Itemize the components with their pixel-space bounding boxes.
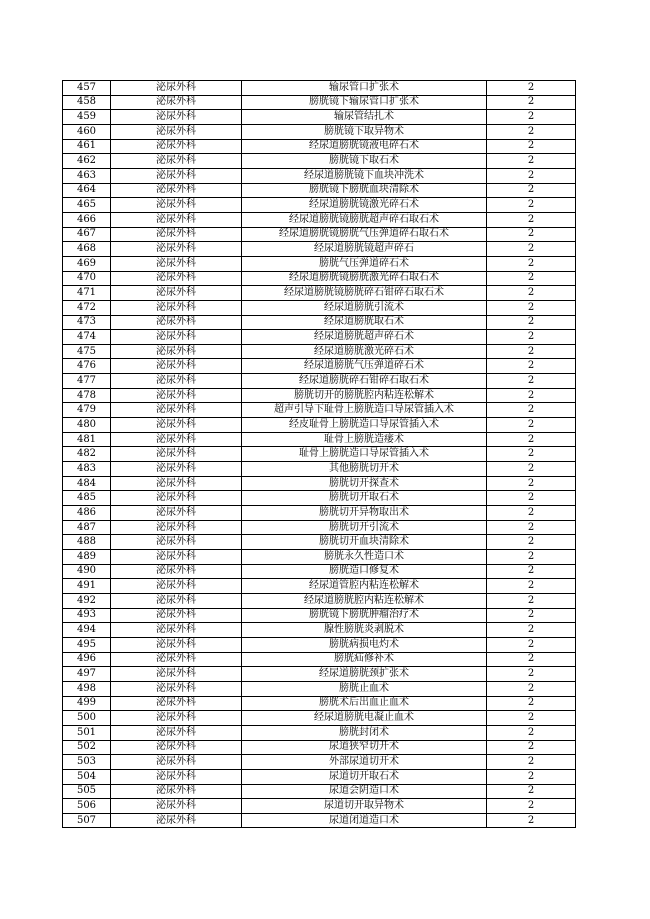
department-cell: 泌尿外科 — [111, 271, 242, 286]
department-cell: 泌尿外科 — [111, 388, 242, 403]
row-number-cell: 499 — [63, 696, 111, 711]
grade-cell: 2 — [487, 784, 576, 799]
department-cell: 泌尿外科 — [111, 198, 242, 213]
grade-cell: 2 — [487, 681, 576, 696]
procedure-table-body — [63, 81, 576, 828]
row-number-cell: 472 — [63, 300, 111, 315]
table-row — [63, 769, 576, 784]
grade-cell: 2 — [487, 432, 576, 447]
department-cell: 泌尿外科 — [111, 183, 242, 198]
procedure-name-cell: 经尿道膀胱镜液电碎石术 — [242, 139, 487, 154]
procedure-name-cell: 经尿道膀胱引流术 — [242, 300, 487, 315]
table-row — [63, 256, 576, 271]
department-cell: 泌尿外科 — [111, 256, 242, 271]
department-cell: 泌尿外科 — [111, 711, 242, 726]
procedure-name-cell: 膀胱切开取石术 — [242, 491, 487, 506]
table-row — [63, 520, 576, 535]
procedure-name-cell: 尿道会阴造口术 — [242, 784, 487, 799]
row-number-cell: 489 — [63, 550, 111, 565]
table-row — [63, 242, 576, 257]
row-number-cell: 494 — [63, 623, 111, 638]
department-cell: 泌尿外科 — [111, 81, 242, 96]
procedure-name-cell: 膀胱气压弹道碎石术 — [242, 256, 487, 271]
department-cell: 泌尿外科 — [111, 637, 242, 652]
department-cell: 泌尿外科 — [111, 242, 242, 257]
grade-cell: 2 — [487, 403, 576, 418]
procedure-name-cell: 膀胱封闭术 — [242, 725, 487, 740]
row-number-cell: 457 — [63, 81, 111, 96]
grade-cell: 2 — [487, 110, 576, 125]
row-number-cell: 470 — [63, 271, 111, 286]
grade-cell: 2 — [487, 535, 576, 550]
row-number-cell: 464 — [63, 183, 111, 198]
grade-cell: 2 — [487, 95, 576, 110]
procedure-name-cell: 经尿道膀胱气压弹道碎石术 — [242, 359, 487, 374]
procedure-name-cell: 膀胱切开血块清除术 — [242, 535, 487, 550]
grade-cell: 2 — [487, 315, 576, 330]
grade-cell: 2 — [487, 755, 576, 770]
procedure-name-cell: 膀胱镜下输尿管口扩张术 — [242, 95, 487, 110]
grade-cell: 2 — [487, 168, 576, 183]
table-row — [63, 124, 576, 139]
procedure-name-cell: 经尿道膀胱镜膀胱激光碎石取石术 — [242, 271, 487, 286]
grade-cell: 2 — [487, 330, 576, 345]
table-row — [63, 813, 576, 828]
department-cell: 泌尿外科 — [111, 124, 242, 139]
table-row — [63, 300, 576, 315]
row-number-cell: 469 — [63, 256, 111, 271]
department-cell: 泌尿外科 — [111, 212, 242, 227]
row-number-cell: 490 — [63, 564, 111, 579]
grade-cell: 2 — [487, 593, 576, 608]
procedure-name-cell: 经皮耻骨上膀胱造口导尿管插入术 — [242, 418, 487, 433]
table-row — [63, 183, 576, 198]
table-row — [63, 462, 576, 477]
row-number-cell: 492 — [63, 593, 111, 608]
department-cell: 泌尿外科 — [111, 681, 242, 696]
department-cell: 泌尿外科 — [111, 652, 242, 667]
grade-cell: 2 — [487, 667, 576, 682]
row-number-cell: 482 — [63, 447, 111, 462]
department-cell: 泌尿外科 — [111, 740, 242, 755]
row-number-cell: 504 — [63, 769, 111, 784]
grade-cell: 2 — [487, 81, 576, 96]
department-cell: 泌尿外科 — [111, 359, 242, 374]
row-number-cell: 475 — [63, 344, 111, 359]
row-number-cell: 502 — [63, 740, 111, 755]
department-cell: 泌尿外科 — [111, 139, 242, 154]
table-row — [63, 432, 576, 447]
grade-cell: 2 — [487, 359, 576, 374]
procedure-name-cell: 膀胱切开异物取出术 — [242, 506, 487, 521]
row-number-cell: 503 — [63, 755, 111, 770]
grade-cell: 2 — [487, 579, 576, 594]
grade-cell: 2 — [487, 286, 576, 301]
department-cell: 泌尿外科 — [111, 725, 242, 740]
row-number-cell: 467 — [63, 227, 111, 242]
row-number-cell: 507 — [63, 813, 111, 828]
table-row — [63, 799, 576, 814]
procedure-name-cell: 膀胱切开的膀胱腔内粘连松解术 — [242, 388, 487, 403]
grade-cell: 2 — [487, 447, 576, 462]
row-number-cell: 495 — [63, 637, 111, 652]
department-cell: 泌尿外科 — [111, 374, 242, 389]
table-row — [63, 271, 576, 286]
grade-cell: 2 — [487, 300, 576, 315]
department-cell: 泌尿外科 — [111, 447, 242, 462]
procedure-name-cell: 经尿道膀胱颈扩张术 — [242, 667, 487, 682]
row-number-cell: 486 — [63, 506, 111, 521]
row-number-cell: 496 — [63, 652, 111, 667]
grade-cell: 2 — [487, 212, 576, 227]
table-row — [63, 755, 576, 770]
grade-cell: 2 — [487, 799, 576, 814]
table-row — [63, 667, 576, 682]
table-row — [63, 623, 576, 638]
table-row — [63, 403, 576, 418]
procedure-name-cell: 膀胱镜下取石术 — [242, 154, 487, 169]
procedure-name-cell: 经尿道管腔内粘连松解术 — [242, 579, 487, 594]
procedure-name-cell: 尿道狭窄切开术 — [242, 740, 487, 755]
department-cell: 泌尿外科 — [111, 227, 242, 242]
department-cell: 泌尿外科 — [111, 491, 242, 506]
department-cell: 泌尿外科 — [111, 506, 242, 521]
table-row — [63, 696, 576, 711]
row-number-cell: 488 — [63, 535, 111, 550]
row-number-cell: 460 — [63, 124, 111, 139]
table-row — [63, 168, 576, 183]
grade-cell: 2 — [487, 506, 576, 521]
table-row — [63, 725, 576, 740]
grade-cell: 2 — [487, 374, 576, 389]
table-row — [63, 550, 576, 565]
row-number-cell: 461 — [63, 139, 111, 154]
department-cell: 泌尿外科 — [111, 593, 242, 608]
table-row — [63, 784, 576, 799]
table-row — [63, 652, 576, 667]
table-row — [63, 579, 576, 594]
grade-cell: 2 — [487, 271, 576, 286]
grade-cell: 2 — [487, 462, 576, 477]
row-number-cell: 468 — [63, 242, 111, 257]
table-row — [63, 330, 576, 345]
grade-cell: 2 — [487, 198, 576, 213]
grade-cell: 2 — [487, 623, 576, 638]
department-cell: 泌尿外科 — [111, 286, 242, 301]
table-row — [63, 418, 576, 433]
grade-cell: 2 — [487, 813, 576, 828]
department-cell: 泌尿外科 — [111, 769, 242, 784]
procedure-name-cell: 尿道切开取异物术 — [242, 799, 487, 814]
procedure-name-cell: 膀胱疝修补术 — [242, 652, 487, 667]
procedure-name-cell: 经尿道膀胱超声碎石术 — [242, 330, 487, 345]
grade-cell: 2 — [487, 550, 576, 565]
department-cell: 泌尿外科 — [111, 418, 242, 433]
table-row — [63, 506, 576, 521]
row-number-cell: 506 — [63, 799, 111, 814]
procedure-name-cell: 经尿道膀胱激光碎石术 — [242, 344, 487, 359]
procedure-name-cell: 膀胱镜下膀胱肿瘤治疗术 — [242, 608, 487, 623]
grade-cell: 2 — [487, 652, 576, 667]
procedure-name-cell: 膀胱镜下取异物术 — [242, 124, 487, 139]
table-row — [63, 535, 576, 550]
row-number-cell: 485 — [63, 491, 111, 506]
procedure-name-cell: 其他膀胱切开术 — [242, 462, 487, 477]
department-cell: 泌尿外科 — [111, 564, 242, 579]
grade-cell: 2 — [487, 711, 576, 726]
grade-cell: 2 — [487, 388, 576, 403]
procedure-name-cell: 耻骨上膀胱造瘘术 — [242, 432, 487, 447]
table-row — [63, 81, 576, 96]
procedure-name-cell: 经尿道膀胱镜激光碎石术 — [242, 198, 487, 213]
grade-cell: 2 — [487, 344, 576, 359]
table-row — [63, 154, 576, 169]
table-row — [63, 227, 576, 242]
table-row — [63, 564, 576, 579]
row-number-cell: 462 — [63, 154, 111, 169]
procedure-name-cell: 外部尿道切开术 — [242, 755, 487, 770]
table-row — [63, 198, 576, 213]
table-row — [63, 212, 576, 227]
department-cell: 泌尿外科 — [111, 330, 242, 345]
table-row — [63, 139, 576, 154]
department-cell: 泌尿外科 — [111, 403, 242, 418]
procedure-name-cell: 经尿道膀胱镜下血块冲洗术 — [242, 168, 487, 183]
procedure-name-cell: 经尿道膀胱镜膀胱气压弹道碎石取石术 — [242, 227, 487, 242]
row-number-cell: 487 — [63, 520, 111, 535]
row-number-cell: 465 — [63, 198, 111, 213]
row-number-cell: 458 — [63, 95, 111, 110]
department-cell: 泌尿外科 — [111, 432, 242, 447]
row-number-cell: 505 — [63, 784, 111, 799]
grade-cell: 2 — [487, 740, 576, 755]
department-cell: 泌尿外科 — [111, 608, 242, 623]
grade-cell: 2 — [487, 227, 576, 242]
procedure-name-cell: 经尿道膀胱镜膀胱碎石钳碎石取石术 — [242, 286, 487, 301]
grade-cell: 2 — [487, 476, 576, 491]
procedure-name-cell: 输尿管结扎术 — [242, 110, 487, 125]
row-number-cell: 500 — [63, 711, 111, 726]
grade-cell: 2 — [487, 608, 576, 623]
table-row — [63, 315, 576, 330]
table-row — [63, 491, 576, 506]
department-cell: 泌尿外科 — [111, 696, 242, 711]
grade-cell: 2 — [487, 769, 576, 784]
row-number-cell: 498 — [63, 681, 111, 696]
department-cell: 泌尿外科 — [111, 535, 242, 550]
table-row — [63, 359, 576, 374]
department-cell: 泌尿外科 — [111, 168, 242, 183]
table-row — [63, 286, 576, 301]
table-row — [63, 711, 576, 726]
table-row — [63, 344, 576, 359]
grade-cell: 2 — [487, 256, 576, 271]
grade-cell: 2 — [487, 696, 576, 711]
row-number-cell: 474 — [63, 330, 111, 345]
grade-cell: 2 — [487, 154, 576, 169]
grade-cell: 2 — [487, 124, 576, 139]
procedure-name-cell: 腺性膀胱炎剥脱术 — [242, 623, 487, 638]
grade-cell: 2 — [487, 491, 576, 506]
procedure-name-cell: 经尿道膀胱取石术 — [242, 315, 487, 330]
department-cell: 泌尿外科 — [111, 462, 242, 477]
procedure-name-cell: 膀胱造口修复术 — [242, 564, 487, 579]
table-row — [63, 476, 576, 491]
procedure-name-cell: 膀胱切开探查术 — [242, 476, 487, 491]
grade-cell: 2 — [487, 637, 576, 652]
row-number-cell: 497 — [63, 667, 111, 682]
department-cell: 泌尿外科 — [111, 520, 242, 535]
grade-cell: 2 — [487, 418, 576, 433]
row-number-cell: 476 — [63, 359, 111, 374]
row-number-cell: 483 — [63, 462, 111, 477]
procedure-name-cell: 输尿管口扩张术 — [242, 81, 487, 96]
row-number-cell: 493 — [63, 608, 111, 623]
table-row — [63, 593, 576, 608]
procedure-name-cell: 尿道闭道造口术 — [242, 813, 487, 828]
procedure-name-cell: 经尿道膀胱腔内粘连松解术 — [242, 593, 487, 608]
department-cell: 泌尿外科 — [111, 579, 242, 594]
grade-cell: 2 — [487, 139, 576, 154]
table-row — [63, 637, 576, 652]
procedure-name-cell: 膀胱切开引流术 — [242, 520, 487, 535]
department-cell: 泌尿外科 — [111, 799, 242, 814]
row-number-cell: 501 — [63, 725, 111, 740]
department-cell: 泌尿外科 — [111, 755, 242, 770]
row-number-cell: 463 — [63, 168, 111, 183]
department-cell: 泌尿外科 — [111, 315, 242, 330]
department-cell: 泌尿外科 — [111, 154, 242, 169]
row-number-cell: 459 — [63, 110, 111, 125]
grade-cell: 2 — [487, 725, 576, 740]
procedure-name-cell: 经尿道膀胱镜超声碎石 — [242, 242, 487, 257]
department-cell: 泌尿外科 — [111, 110, 242, 125]
procedure-name-cell: 经尿道膀胱电凝止血术 — [242, 711, 487, 726]
department-cell: 泌尿外科 — [111, 95, 242, 110]
department-cell: 泌尿外科 — [111, 667, 242, 682]
row-number-cell: 491 — [63, 579, 111, 594]
table-row — [63, 374, 576, 389]
procedure-name-cell: 膀胱镜下膀胱血块清除术 — [242, 183, 487, 198]
table-row — [63, 447, 576, 462]
grade-cell: 2 — [487, 520, 576, 535]
row-number-cell: 471 — [63, 286, 111, 301]
table-row — [63, 740, 576, 755]
department-cell: 泌尿外科 — [111, 784, 242, 799]
procedure-name-cell: 超声引导下耻骨上膀胱造口导尿管插入术 — [242, 403, 487, 418]
table-row — [63, 110, 576, 125]
procedure-name-cell: 耻骨上膀胱造口导尿管插入术 — [242, 447, 487, 462]
table-row — [63, 608, 576, 623]
department-cell: 泌尿外科 — [111, 813, 242, 828]
row-number-cell: 481 — [63, 432, 111, 447]
procedure-name-cell: 膀胱术后出血止血术 — [242, 696, 487, 711]
row-number-cell: 477 — [63, 374, 111, 389]
department-cell: 泌尿外科 — [111, 550, 242, 565]
department-cell: 泌尿外科 — [111, 344, 242, 359]
procedure-name-cell: 膀胱病损电灼术 — [242, 637, 487, 652]
procedure-name-cell: 膀胱永久性造口术 — [242, 550, 487, 565]
grade-cell: 2 — [487, 242, 576, 257]
row-number-cell: 479 — [63, 403, 111, 418]
grade-cell: 2 — [487, 564, 576, 579]
department-cell: 泌尿外科 — [111, 300, 242, 315]
row-number-cell: 478 — [63, 388, 111, 403]
grade-cell: 2 — [487, 183, 576, 198]
table-row — [63, 681, 576, 696]
table-row — [63, 95, 576, 110]
row-number-cell: 473 — [63, 315, 111, 330]
procedure-name-cell: 膀胱止血术 — [242, 681, 487, 696]
procedure-name-cell: 经尿道膀胱碎石钳碎石取石术 — [242, 374, 487, 389]
procedure-name-cell: 尿道切开取石术 — [242, 769, 487, 784]
procedure-table — [62, 80, 576, 828]
row-number-cell: 484 — [63, 476, 111, 491]
row-number-cell: 480 — [63, 418, 111, 433]
procedure-name-cell: 经尿道膀胱镜膀胱超声碎石取石术 — [242, 212, 487, 227]
department-cell: 泌尿外科 — [111, 623, 242, 638]
department-cell: 泌尿外科 — [111, 476, 242, 491]
table-row — [63, 388, 576, 403]
row-number-cell: 466 — [63, 212, 111, 227]
